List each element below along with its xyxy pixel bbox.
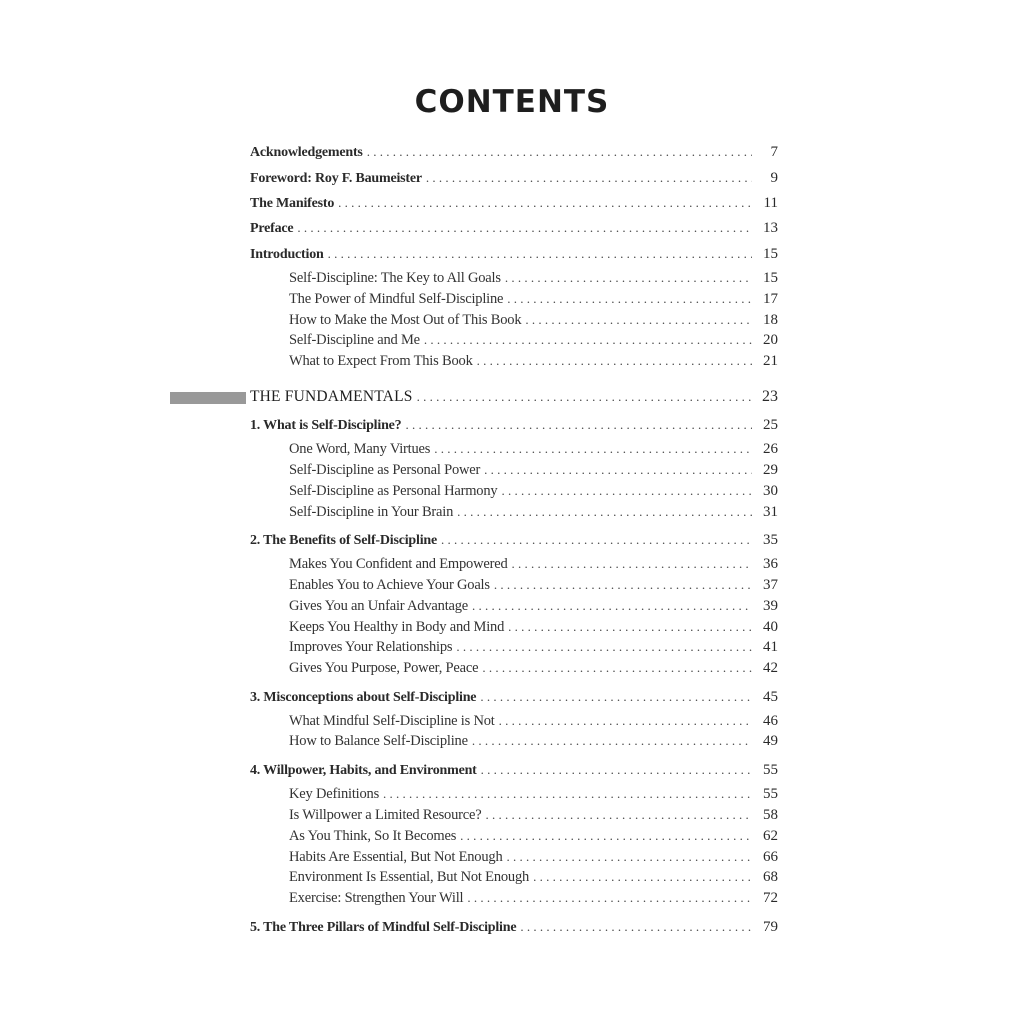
toc-subentry[interactable] <box>289 849 778 869</box>
toc-subentry[interactable] <box>289 483 778 503</box>
toc-part-heading[interactable] <box>250 388 778 408</box>
toc-subentry-label: Makes You Confident and Empowered <box>289 556 508 572</box>
toc-subentry-label: Is Willpower a Limited Resource? <box>289 807 482 823</box>
toc-subentry-page: 40 <box>763 619 778 635</box>
toc-subentry-page: 72 <box>763 890 778 906</box>
dot-leader <box>426 170 752 186</box>
toc-chapter[interactable] <box>250 919 778 939</box>
toc-subentry-label: Enables You to Achieve Your Goals <box>289 577 490 593</box>
toc-entry-page: 13 <box>763 220 778 236</box>
toc-entry-label: Foreword: Roy F. Baumeister <box>250 171 422 186</box>
toc-subentry[interactable] <box>289 639 778 659</box>
toc-subentry-page: 66 <box>763 849 778 865</box>
dot-leader <box>383 786 752 802</box>
toc-subentry-label: Gives You an Unfair Advantage <box>289 598 469 614</box>
toc-subentry[interactable] <box>289 504 778 524</box>
toc-subentry[interactable] <box>289 441 778 461</box>
toc-subentry-label: Exercise: Strengthen Your Will <box>289 890 464 906</box>
toc-subentry-label: Habits Are Essential, But Not Enough <box>289 849 503 865</box>
dot-leader <box>405 417 752 433</box>
toc-subentry-label: Environment Is Essential, But Not Enough <box>289 869 530 885</box>
toc-chapter-label: 2. The Benefits of Self-Discipline <box>250 533 437 548</box>
toc-subentry[interactable] <box>289 890 778 910</box>
toc-subentry-page: 68 <box>763 869 778 885</box>
toc-subentry-page: 55 <box>763 786 778 802</box>
toc-chapter-label: 3. Misconceptions about Self-Discipline <box>250 690 477 705</box>
toc-subentry-page: 21 <box>763 353 778 369</box>
dot-leader <box>460 828 752 844</box>
toc-subentry-label: How to Make the Most Out of This Book <box>289 312 522 328</box>
toc-subentry-page: 58 <box>763 807 778 823</box>
toc-subentry-label: As You Think, So It Becomes <box>289 828 457 844</box>
dot-leader <box>507 291 752 307</box>
toc-subentry-page: 15 <box>763 270 778 286</box>
dot-leader <box>499 713 752 729</box>
dot-leader <box>424 332 752 348</box>
toc-entry[interactable] <box>250 170 778 190</box>
toc-subentry-label: The Power of Mindful Self-Discipline <box>289 291 504 307</box>
dot-leader <box>328 246 752 262</box>
dot-leader <box>434 441 752 457</box>
toc-entry-page: 9 <box>770 170 778 186</box>
toc-subentry[interactable] <box>289 807 778 827</box>
toc-subentry[interactable] <box>289 270 778 290</box>
dot-leader <box>485 807 752 823</box>
toc-subentry-page: 62 <box>763 828 778 844</box>
dot-leader <box>417 389 752 405</box>
page-title: CONTENTS <box>414 84 610 120</box>
toc-chapter[interactable] <box>250 689 778 709</box>
toc-subentry[interactable] <box>289 869 778 889</box>
toc-subentry-label: What to Expect From This Book <box>289 353 473 369</box>
toc-subentry-label: Self-Discipline and Me <box>289 332 420 348</box>
toc-subentry[interactable] <box>289 556 778 576</box>
dot-leader <box>457 504 752 520</box>
toc-subentry-label: What Mindful Self-Discipline is Not <box>289 713 495 729</box>
toc-subentry-label: Self-Discipline as Personal Harmony <box>289 483 498 499</box>
toc-subentry-page: 20 <box>763 332 778 348</box>
toc-entry-label: Preface <box>250 221 294 236</box>
toc-entry[interactable] <box>250 144 778 164</box>
toc-subentry-page: 29 <box>763 462 778 478</box>
toc-subentry-label: Key Definitions <box>289 786 380 802</box>
toc-subentry-page: 37 <box>763 577 778 593</box>
dot-leader <box>467 890 752 906</box>
toc-subentry[interactable] <box>289 786 778 806</box>
toc-entry-label: Introduction <box>250 247 324 262</box>
toc-entry-page: 15 <box>763 246 778 262</box>
dot-leader <box>477 353 752 369</box>
dot-leader <box>367 144 752 160</box>
toc-subentry-label: Self-Discipline: The Key to All Goals <box>289 270 501 286</box>
dot-leader <box>456 639 752 655</box>
dot-leader <box>338 195 752 211</box>
dot-leader <box>512 556 752 572</box>
toc-subentry[interactable] <box>289 733 778 753</box>
dot-leader <box>520 919 752 935</box>
toc-subentry[interactable] <box>289 291 778 311</box>
toc-subentry[interactable] <box>289 332 778 352</box>
toc-subentry[interactable] <box>289 462 778 482</box>
dot-leader <box>484 462 752 478</box>
toc-subentry-page: 42 <box>763 660 778 676</box>
dot-leader <box>494 577 752 593</box>
toc-subentry-page: 39 <box>763 598 778 614</box>
toc-chapter-label: 5. The Three Pillars of Mindful Self-Discipline <box>250 920 517 935</box>
toc-entry[interactable] <box>250 246 778 266</box>
dot-leader <box>480 689 752 705</box>
toc-subentry-page: 31 <box>763 504 778 520</box>
toc-chapter[interactable] <box>250 417 778 437</box>
toc-subentry-page: 49 <box>763 733 778 749</box>
dot-leader <box>501 483 752 499</box>
dot-leader <box>472 733 752 749</box>
toc-subentry[interactable] <box>289 828 778 848</box>
dot-leader <box>472 598 752 614</box>
toc-subentry-label: Self-Discipline in Your Brain <box>289 504 454 520</box>
toc-entry-label: The Manifesto <box>250 196 335 211</box>
toc-entry[interactable] <box>250 220 778 240</box>
toc-subentry-label: How to Balance Self-Discipline <box>289 733 468 749</box>
toc-subentry-page: 17 <box>763 291 778 307</box>
toc-subentry-label: One Word, Many Virtues <box>289 441 431 457</box>
toc-subentry-label: Gives You Purpose, Power, Peace <box>289 660 479 676</box>
toc-chapter-label: 4. Willpower, Habits, and Environment <box>250 763 477 778</box>
toc-chapter-page: 79 <box>763 919 778 935</box>
toc-subentry[interactable] <box>289 353 778 373</box>
toc-subentry-label: Keeps You Healthy in Body and Mind <box>289 619 505 635</box>
toc-entry[interactable] <box>250 195 778 215</box>
toc-chapter[interactable] <box>250 532 778 552</box>
toc-subentry-label: Self-Discipline as Personal Power <box>289 462 481 478</box>
toc-chapter-page: 35 <box>763 532 778 548</box>
toc-chapter-page: 25 <box>763 417 778 433</box>
toc-subentry[interactable] <box>289 619 778 639</box>
dot-leader <box>505 270 752 286</box>
dot-leader <box>525 312 752 328</box>
toc-part-page: 23 <box>762 388 778 405</box>
toc-subentry[interactable] <box>289 598 778 618</box>
dot-leader <box>297 220 752 236</box>
toc-subentry[interactable] <box>289 312 778 332</box>
dot-leader <box>508 619 752 635</box>
toc-subentry-page: 26 <box>763 441 778 457</box>
section-marker-bar <box>170 392 246 404</box>
toc-subentry-page: 30 <box>763 483 778 499</box>
toc-chapter[interactable] <box>250 762 778 782</box>
toc-entry-page: 7 <box>770 144 778 160</box>
dot-leader <box>482 660 752 676</box>
toc-subentry-page: 46 <box>763 713 778 729</box>
toc-entry-page: 11 <box>763 195 778 211</box>
toc-chapter-page: 55 <box>763 762 778 778</box>
dot-leader <box>533 869 752 885</box>
toc-subentry-page: 36 <box>763 556 778 572</box>
toc-subentry-page: 41 <box>763 639 778 655</box>
toc-chapter-page: 45 <box>763 689 778 705</box>
toc-subentry-page: 18 <box>763 312 778 328</box>
toc-part-label: THE FUNDAMENTALS <box>250 388 413 405</box>
toc-subentry[interactable] <box>289 713 778 733</box>
toc-chapter-label: 1. What is Self-Discipline? <box>250 418 402 433</box>
toc-subentry[interactable] <box>289 577 778 597</box>
dot-leader <box>507 849 752 865</box>
dot-leader <box>481 762 752 778</box>
toc-subentry[interactable] <box>289 660 778 680</box>
toc-entry-label: Acknowledgements <box>250 145 363 160</box>
dot-leader <box>441 532 752 548</box>
toc-subentry-label: Improves Your Relationships <box>289 639 453 655</box>
